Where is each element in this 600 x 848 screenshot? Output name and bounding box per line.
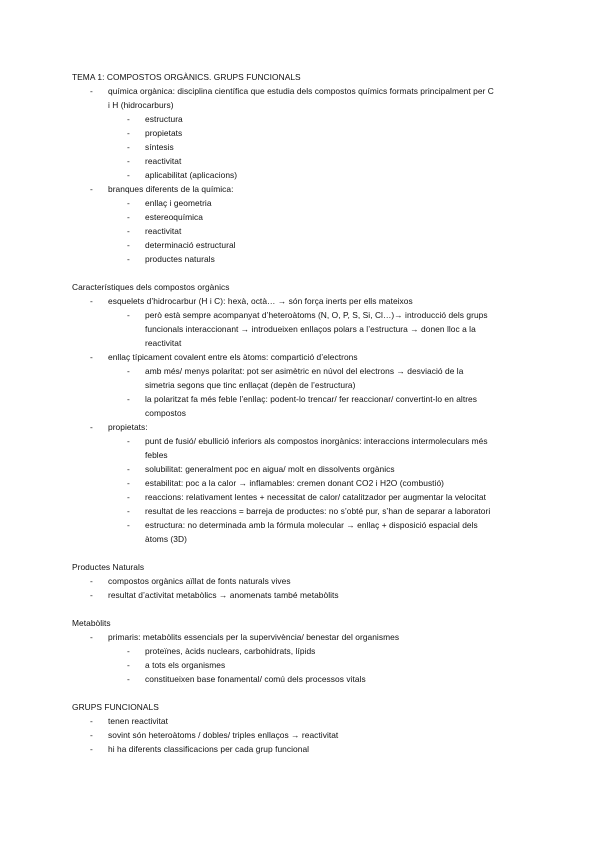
section-heading: Metabòlits	[72, 618, 111, 628]
list-bullet-dash: -	[127, 170, 130, 180]
list-item-text: reactivitat	[145, 156, 182, 166]
list-bullet-dash: -	[127, 492, 130, 502]
list-item-text: propietats	[145, 128, 183, 138]
list-item-text: constitueixen base fonamental/ comú dels processos vitals	[145, 674, 366, 684]
list-item-text: reactivitat	[145, 226, 182, 236]
list-bullet-dash: -	[127, 506, 130, 516]
list-item-text: resultat de les reaccions = barreja de productes: no s’obté pur, s’han de separar a laboratori	[145, 506, 491, 516]
list-item-text: productes naturals	[145, 254, 215, 264]
list-item-text: estructura	[145, 114, 183, 124]
list-bullet-dash: -	[127, 142, 130, 152]
list-item-text: simetria segons que tinc enllaçat (depèn de l’estructura)	[145, 380, 356, 390]
list-bullet-dash: -	[90, 86, 93, 96]
list-bullet-dash: -	[127, 240, 130, 250]
list-bullet-dash: -	[127, 114, 130, 124]
list-item-text: síntesis	[145, 142, 174, 152]
section-heading: Productes Naturals	[72, 562, 145, 572]
list-item-text: àtoms (3D)	[145, 534, 187, 544]
list-item-text: funcionals interaccionant → introdueixen enllaços polars a l’estructura → donen lloc a la	[145, 324, 476, 334]
list-bullet-dash: -	[90, 716, 93, 726]
list-bullet-dash: -	[90, 730, 93, 740]
list-item-text: a tots els organismes	[145, 660, 226, 670]
list-item-text: hi ha diferents classificacions per cada grup funcional	[108, 744, 310, 754]
list-item-text: però està sempre acompanyat d’heteroàtoms (N, O, P, S, Si, Cl…)→ introducció dels grups	[145, 310, 488, 320]
list-item-text: estereoquímica	[145, 212, 203, 222]
list-bullet-dash: -	[127, 464, 130, 474]
list-bullet-dash: -	[90, 632, 93, 642]
list-item-text: branques diferents de la química:	[108, 184, 234, 194]
list-bullet-dash: -	[90, 422, 93, 432]
list-bullet-dash: -	[127, 198, 130, 208]
list-item-text: estructura: no determinada amb la fórmula molecular → enllaç + disposició espacial dels	[145, 520, 478, 530]
list-item-text: estabilitat: poc a la calor → inflamables: cremen donant CO2 i H2O (combustió)	[145, 478, 445, 488]
list-bullet-dash: -	[127, 436, 130, 446]
list-bullet-dash: -	[90, 744, 93, 754]
list-item-text: aplicabilitat (aplicacions)	[145, 170, 238, 180]
list-item-text: resultat d’activitat metabòlics → anomenats també metabòlits	[108, 590, 339, 600]
list-bullet-dash: -	[90, 184, 93, 194]
list-item-text: i H (hidrocarburs)	[108, 100, 174, 110]
list-item-text: la polaritzat fa més feble l’enllaç: podent-lo trencar/ fer reaccionar/ convertint-lo en altres	[145, 394, 477, 404]
list-item-text: febles	[145, 450, 168, 460]
list-item-text: determinació estructural	[145, 240, 236, 250]
list-item-text: compostos orgànics aïllat de fonts naturals vives	[108, 576, 291, 586]
list-bullet-dash: -	[90, 296, 93, 306]
list-bullet-dash: -	[127, 478, 130, 488]
list-item-text: sovint són heteroàtoms / dobles/ triples enllaços → reactivitat	[108, 730, 339, 740]
list-item-text: solubilitat: generalment poc en aigua/ molt en dissolvents orgànics	[145, 464, 395, 474]
list-item-text: reactivitat	[145, 338, 182, 348]
list-bullet-dash: -	[127, 520, 130, 530]
list-bullet-dash: -	[90, 576, 93, 586]
section-heading: GRUPS FUNCIONALS	[72, 702, 159, 712]
list-bullet-dash: -	[127, 226, 130, 236]
list-item-text: enllaç i geometria	[145, 198, 212, 208]
list-bullet-dash: -	[127, 366, 130, 376]
list-bullet-dash: -	[127, 660, 130, 670]
list-item-text: amb més/ menys polaritat: pot ser asimètric en núvol del electrons → desviació de la	[145, 366, 464, 376]
list-bullet-dash: -	[127, 646, 130, 656]
list-bullet-dash: -	[127, 310, 130, 320]
list-bullet-dash: -	[127, 212, 130, 222]
list-bullet-dash: -	[127, 674, 130, 684]
list-item-text: química orgànica: disciplina científica que estudia dels compostos químics formats principalment per C	[108, 86, 494, 96]
list-item-text: tenen reactivitat	[108, 716, 168, 726]
list-bullet-dash: -	[90, 352, 93, 362]
list-item-text: proteïnes, àcids nuclears, carbohidrats, lípids	[145, 646, 316, 656]
list-bullet-dash: -	[90, 590, 93, 600]
list-item-text: enllaç típicament covalent entre els àtoms: compartició d’electrons	[108, 352, 358, 362]
list-item-text: punt de fusió/ ebullició inferiors als compostos inorgànics: interaccions intermoleculars més	[145, 436, 488, 446]
section-heading: TEMA 1: COMPOSTOS ORGÀNICS. GRUPS FUNCIONALS	[72, 72, 301, 82]
list-item-text: primaris: metabòlits essencials per la supervivència/ benestar del organismes	[108, 632, 400, 642]
list-bullet-dash: -	[127, 128, 130, 138]
list-item-text: esquelets d’hidrocarbur (H i C): hexà, octà… → són força inerts per ells mateixos	[108, 296, 413, 306]
list-bullet-dash: -	[127, 394, 130, 404]
list-bullet-dash: -	[127, 254, 130, 264]
list-item-text: propietats:	[108, 422, 148, 432]
section-heading: Característiques dels compostos orgànics	[72, 282, 230, 292]
list-bullet-dash: -	[127, 156, 130, 166]
list-item-text: reaccions: relativament lentes + necessitat de calor/ catalitzador per augmentar la velocitat	[145, 492, 486, 502]
list-item-text: compostos	[145, 408, 186, 418]
